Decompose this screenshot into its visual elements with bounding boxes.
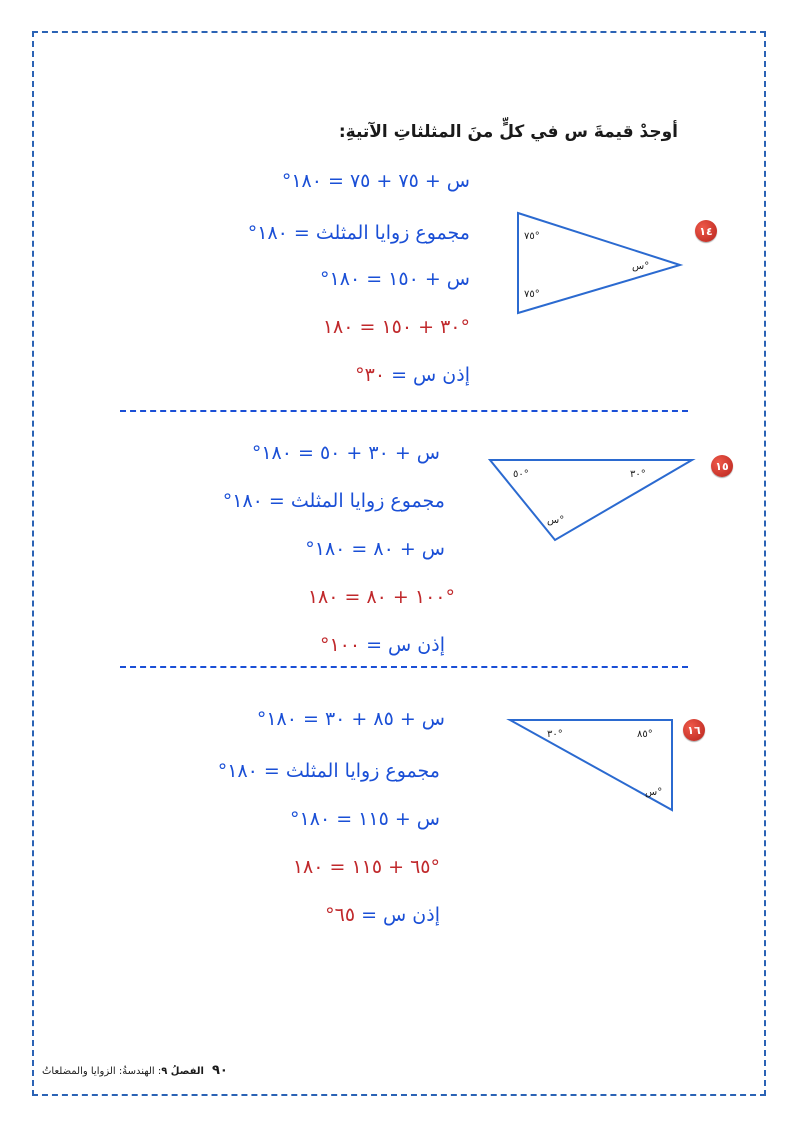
instruction-text: أوجدْ قيمةَ س في كلٍّ منَ المثلثاتِ الآتيةِ: xyxy=(338,122,678,142)
p16-answer: ٦٥° xyxy=(325,904,356,926)
p16-line4: ٦٥ + ١١٥ = ١٨٠° xyxy=(292,856,440,878)
triangle-16 xyxy=(505,715,680,815)
p14-line2: مجموع زوايا المثلث = ١٨٠° xyxy=(247,222,470,244)
p15-line2: مجموع زوايا المثلث = ١٨٠° xyxy=(222,490,445,512)
p16-line2: مجموع زوايا المثلث = ١٨٠° xyxy=(217,760,440,782)
p14-answer: ٣٠° xyxy=(355,364,386,386)
page-number: ٩٠ xyxy=(211,1063,228,1078)
p14-line5 xyxy=(355,364,470,386)
p14-line3: س + ١٥٠ = ١٨٠° xyxy=(320,268,470,290)
footer-chapter: الفصلُ ٩ xyxy=(161,1066,204,1077)
triangle-14-outline xyxy=(518,213,680,313)
triangle-16-angle-x: س° xyxy=(645,787,663,798)
p16-line1: س + ٨٥ + ٣٠ = ١٨٠° xyxy=(256,708,445,730)
triangle-14-angle-top: ٧٥° xyxy=(524,231,540,242)
triangle-14-angle-bottom: ٧٥° xyxy=(524,289,540,300)
p15-answer: ١٠٠° xyxy=(319,634,361,656)
problem-badge-16: ١٦ xyxy=(683,719,705,741)
problem-badge-15: ١٥ xyxy=(711,455,733,477)
triangle-15-angle-right: ٣٠° xyxy=(630,469,646,480)
p15-line5 xyxy=(320,634,445,656)
page-footer xyxy=(42,1063,228,1078)
triangle-14-angle-x: س° xyxy=(632,261,650,272)
triangle-16-angle-left: ٣٠° xyxy=(547,729,563,740)
triangle-16-angle-right: ٨٥° xyxy=(637,729,653,740)
triangle-15-angle-x: س° xyxy=(547,515,565,526)
separator-1 xyxy=(120,410,688,412)
p16-line5 xyxy=(325,904,440,926)
footer-title: : الهندسةُ: الزوايا والمضلعاتُ xyxy=(42,1066,162,1077)
p15-line1: س + ٣٠ + ٥٠ = ١٨٠° xyxy=(251,442,440,464)
separator-2 xyxy=(120,666,688,668)
p15-line3: س + ٨٠ = ١٨٠° xyxy=(305,538,445,560)
triangle-15 xyxy=(485,455,700,545)
p14-line4: ٣٠ + ١٥٠ = ١٨٠° xyxy=(322,316,470,338)
p16-line3: س + ١١٥ = ١٨٠° xyxy=(290,808,440,830)
problem-badge-14: ١٤ xyxy=(695,220,717,242)
triangle-14 xyxy=(510,205,690,320)
triangle-15-angle-left: ٥٠° xyxy=(513,469,529,480)
p15-conclusion-prefix: إذن س = xyxy=(360,634,445,656)
p16-conclusion-prefix: إذن س = xyxy=(355,904,440,926)
p15-line4: ١٠٠ + ٨٠ = ١٨٠° xyxy=(307,586,455,608)
p14-line1: س + ٧٥ + ٧٥ = ١٨٠° xyxy=(281,170,470,192)
p14-conclusion-prefix: إذن س = xyxy=(385,364,470,386)
